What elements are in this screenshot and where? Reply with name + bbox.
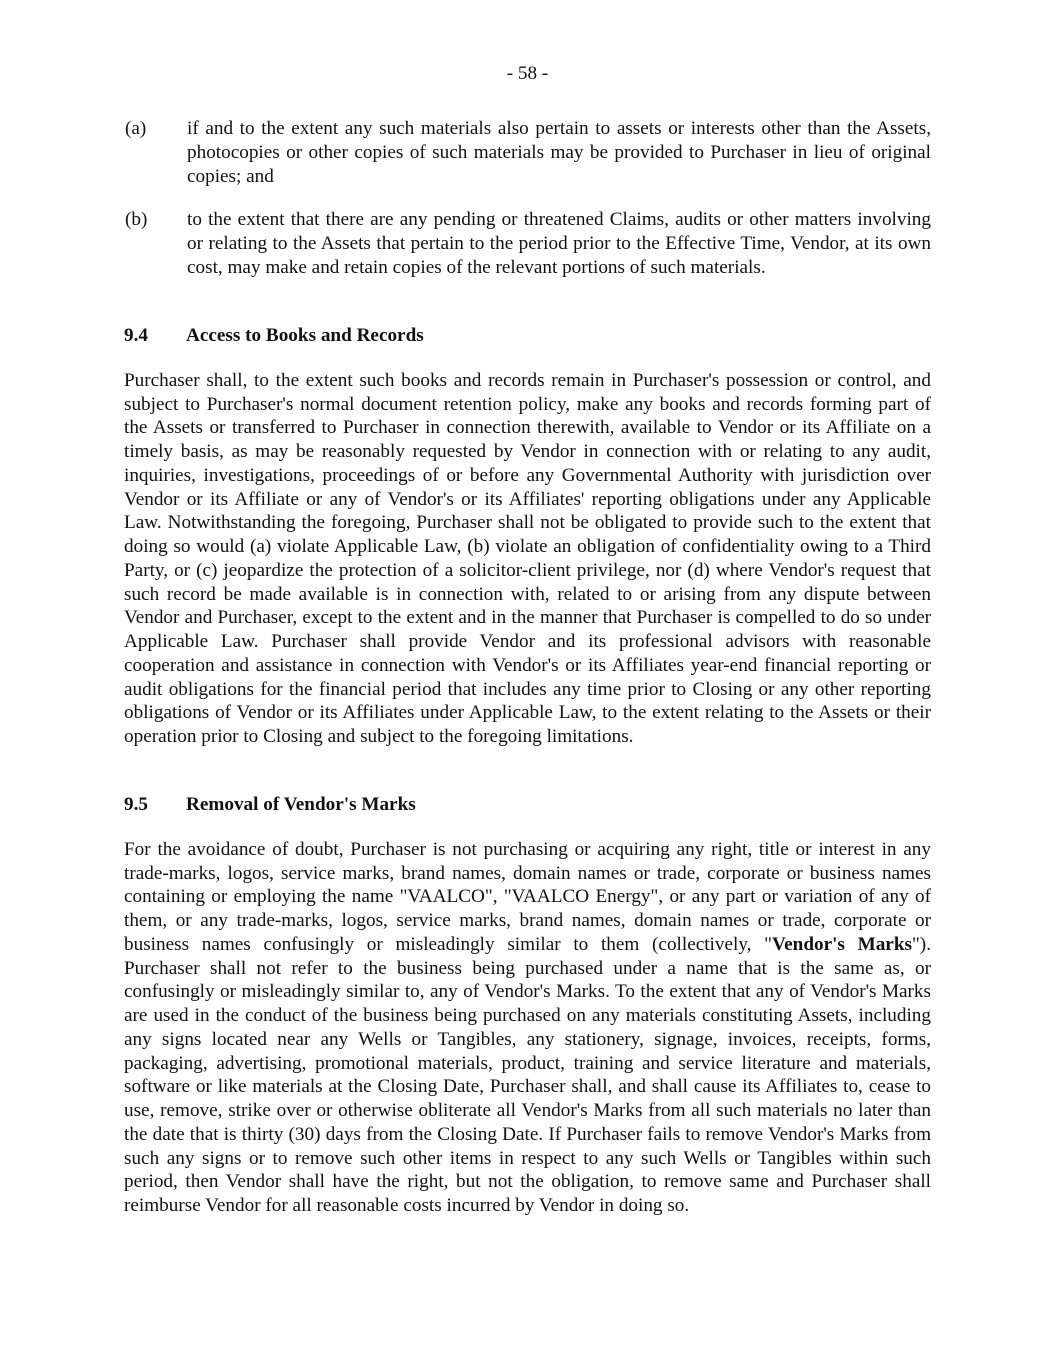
materials-list: [124, 117, 931, 300]
list-item-b: [124, 208, 931, 279]
body-text-after-term: "). Purchaser shall not refer to the business being purchased under a name that is the same as, or confusingly or misleadingly similar to, any of Vendor's Marks. To the extent that any of Vendor's Marks are used in the conduct of the business being purchased on any materials constituting Assets, including any signs located near any Wells or Tangibles, any stationery, signage, invoices, receipts, forms, packaging, advertising, promotional materials, product, training and service literature and materials, software or like materials at the Closing Date, Purchaser shall, and shall cause its Affiliates to, cease to use, remove, strike over or otherwise obliterate all Vendor's Marks from all such materials no later than the date that is thirty (30) days from the Closing Date. If Purchaser fails to remove Vendor's Marks from such any signs or to remove such other items in respect to any such Wells or Tangibles within such period, then Vendor shall have the right, but not the obligation, to remove same and Purchaser shall reimburse Vendor for all reasonable costs incurred by Vendor in doing so.: [124, 933, 931, 1216]
section-number: 9.5: [124, 794, 148, 815]
list-item-a: [124, 117, 931, 188]
list-marker: (a): [125, 118, 147, 139]
list-item-text: to the extent that there are any pending or threatened Claims, audits or other matters involving or relating to the Assets that pertain to the period prior to the Effective Time, Vendor, at its own cost, may make and retain copies of the relevant portions of such materials.: [187, 209, 931, 278]
section-9-4: [124, 324, 931, 749]
section-title: Removal of Vendor's Marks: [186, 794, 416, 815]
section-body: Purchaser shall, to the extent such books and records remain in Purchaser's possession or control, and subject to Purchaser's normal document retention policy, make any books and records forming part of the Assets or transferred to Purchaser in connection therewith, available to Vendor or its Affiliate on a timely basis, as may be reasonably requested by Vendor in connection with or relating to any audit, inquiries, investigations, proceedings of or before any Governmental Authority with jurisdiction over Vendor or its Affiliate or any of Vendor's or its Affiliates' reporting obligations under any Applicable Law. Notwithstanding the foregoing, Purchaser shall not be obligated to provide such to the extent that doing so would (a) violate Applicable Law, (b) violate an obligation of confidentiality owing to a Third Party, or (c) jeopardize the protection of a solicitor-client privilege, nor (d) where Vendor's request that such record be made available is in connection with, related to or arising from any dispute between Vendor and Purchaser, except to the extent and in the manner that Purchaser is compelled to do so under Applicable Law. Purchaser shall provide Vendor and its professional advisors with reasonable cooperation and assistance in connection with Vendor's or its Affiliates year-end financial reporting or audit obligations for the financial period that includes any time prior to Closing or any other reporting obligations of Vendor or its Affiliates under Applicable Law, to the extent relating to the Assets or their operation prior to Closing and subject to the foregoing limitations.: [124, 369, 931, 747]
section-heading: [124, 793, 931, 817]
body-text-before-term: For the avoidance of doubt, Purchaser is not purchasing or acquiring any right, title or interest in any trade-marks, logos, service marks, brand names, domain names or trade, corporate or business names containing or employing the name "VAALCO", "VAALCO Energy", or any part or variation of any of them, or any trade-marks, logos, service marks, brand names, domain names or trade, corporate or business names confusingly or misleadingly similar to them (collectively, ": [124, 838, 931, 955]
list-item-text: if and to the extent any such materials also pertain to assets or interests other than the Assets, photocopies or other copies of such materials may be provided to Purchaser in lieu of original copies; and: [187, 118, 931, 187]
defined-term: Vendor's Marks: [772, 933, 912, 955]
list-marker: (b): [125, 209, 148, 231]
section-title: Access to Books and Records: [186, 325, 424, 346]
section-body: [124, 838, 931, 1218]
section-9-5: [124, 793, 931, 1218]
page-number: - 58 -: [506, 63, 549, 84]
section-number: 9.4: [124, 325, 148, 346]
section-heading: [124, 324, 931, 348]
